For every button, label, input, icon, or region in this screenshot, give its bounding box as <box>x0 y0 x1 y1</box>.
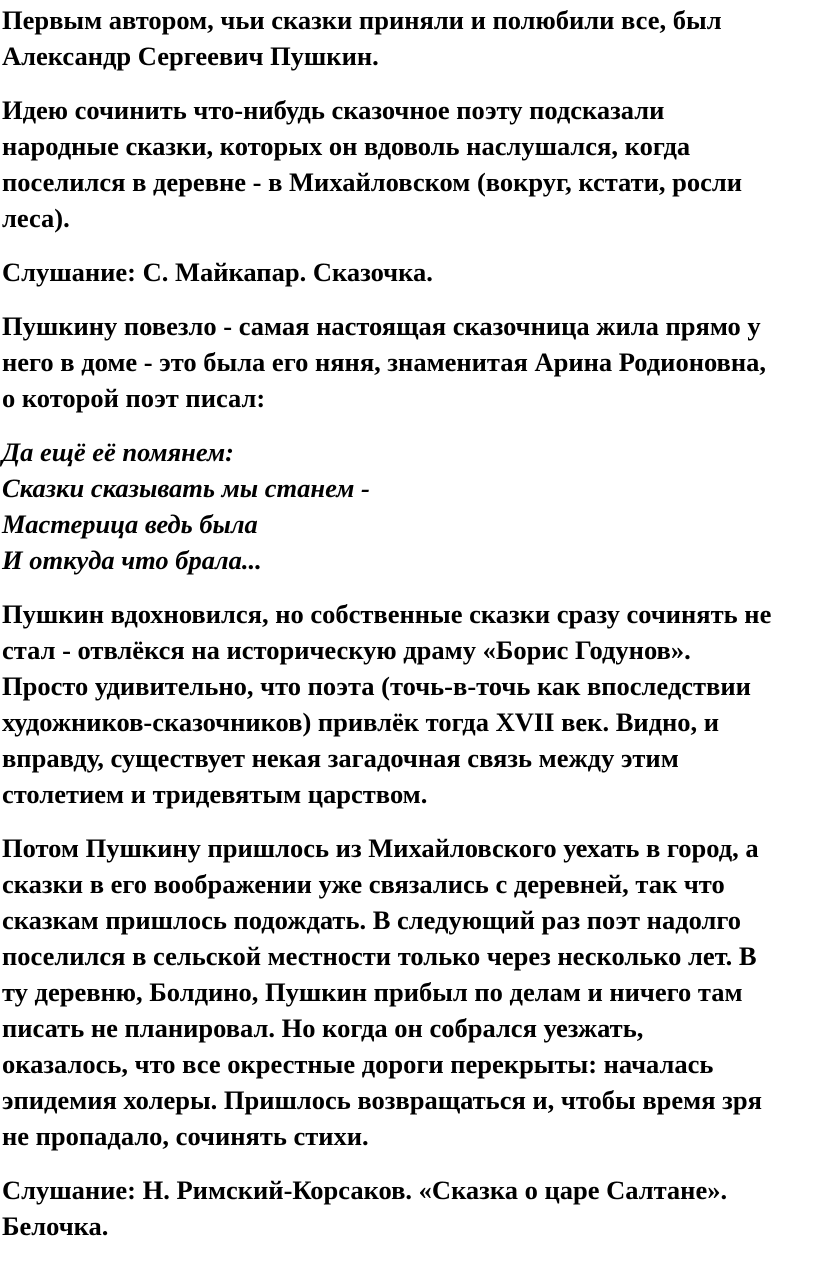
text-line: Слушание: Н. Римский-Корсаков. «Сказка о царе Салтане». <box>2 1175 728 1205</box>
text-line: сказкам пришлось подождать. В следующий раз поэт надолго <box>2 905 741 935</box>
paragraph-godunov <box>2 596 812 812</box>
text-line: о которой поэт писал: <box>2 383 266 413</box>
document-page <box>2 2 812 1262</box>
text-line: писать не планировал. Но когда он собрался уезжать, <box>2 1013 644 1043</box>
text-line: Александр Сергеевич Пушкин. <box>2 41 379 71</box>
text-line: не пропадало, сочинять стихи. <box>2 1121 369 1151</box>
poem-line: И откуда что брала... <box>2 545 262 575</box>
text-line: Пушкину повезло - самая настоящая сказочница жила прямо у <box>2 311 761 341</box>
paragraph-idea <box>2 92 812 236</box>
text-line: поселился в сельской местности только через несколько лет. В <box>2 941 757 971</box>
text-line: Первым автором, чьи сказки приняли и полюбили все, был <box>2 5 722 35</box>
paragraph-listening-rimsky-korsakov <box>2 1172 812 1244</box>
text-line: художников-сказочников) привлёк тогда XVII век. Видно, и <box>2 707 720 737</box>
text-line: леса). <box>2 203 70 233</box>
text-line: эпидемия холеры. Пришлось возвращаться и, чтобы время зря <box>2 1085 762 1115</box>
text-line: народные сказки, которых он вдоволь наслушался, когда <box>2 131 691 161</box>
paragraph-listening-maykapar <box>2 254 812 290</box>
text-line: вправду, существует некая загадочная связь между этим <box>2 743 679 773</box>
text-line: него в доме - это была его няня, знаменитая Арина Родионовна, <box>2 347 767 377</box>
text-line: Пушкин вдохновился, но собственные сказки сразу сочинять не <box>2 599 772 629</box>
poem-quote <box>2 434 812 578</box>
poem-line: Мастерица ведь была <box>2 509 258 539</box>
poem-line: Да ещё её помянем: <box>2 437 234 467</box>
text-line: Просто удивительно, что поэта (точь-в-точь как впоследствии <box>2 671 751 701</box>
paragraph-nanny <box>2 308 812 416</box>
poem-line: Сказки сказывать мы станем - <box>2 473 370 503</box>
text-line: Потом Пушкину пришлось из Михайловского уехать в город, а <box>2 833 759 863</box>
text-line: Идею сочинить что-нибудь сказочное поэту подсказали <box>2 95 665 125</box>
text-line: Слушание: С. Майкапар. Сказочка. <box>2 257 433 287</box>
text-line: стал - отвлёкся на историческую драму «Борис Годунов». <box>2 635 691 665</box>
text-line: Белочка. <box>2 1211 109 1241</box>
text-line: сказки в его воображении уже связались с деревней, так что <box>2 869 725 899</box>
text-line: поселился в деревне - в Михайловском (вокруг, кстати, росли <box>2 167 743 197</box>
text-line: столетием и тридевятым царством. <box>2 779 428 809</box>
text-line: ту деревню, Болдино, Пушкин прибыл по делам и ничего там <box>2 977 743 1007</box>
paragraph-boldino <box>2 830 812 1154</box>
paragraph-intro <box>2 2 812 74</box>
text-line: оказалось, что все окрестные дороги перекрыты: началась <box>2 1049 714 1079</box>
